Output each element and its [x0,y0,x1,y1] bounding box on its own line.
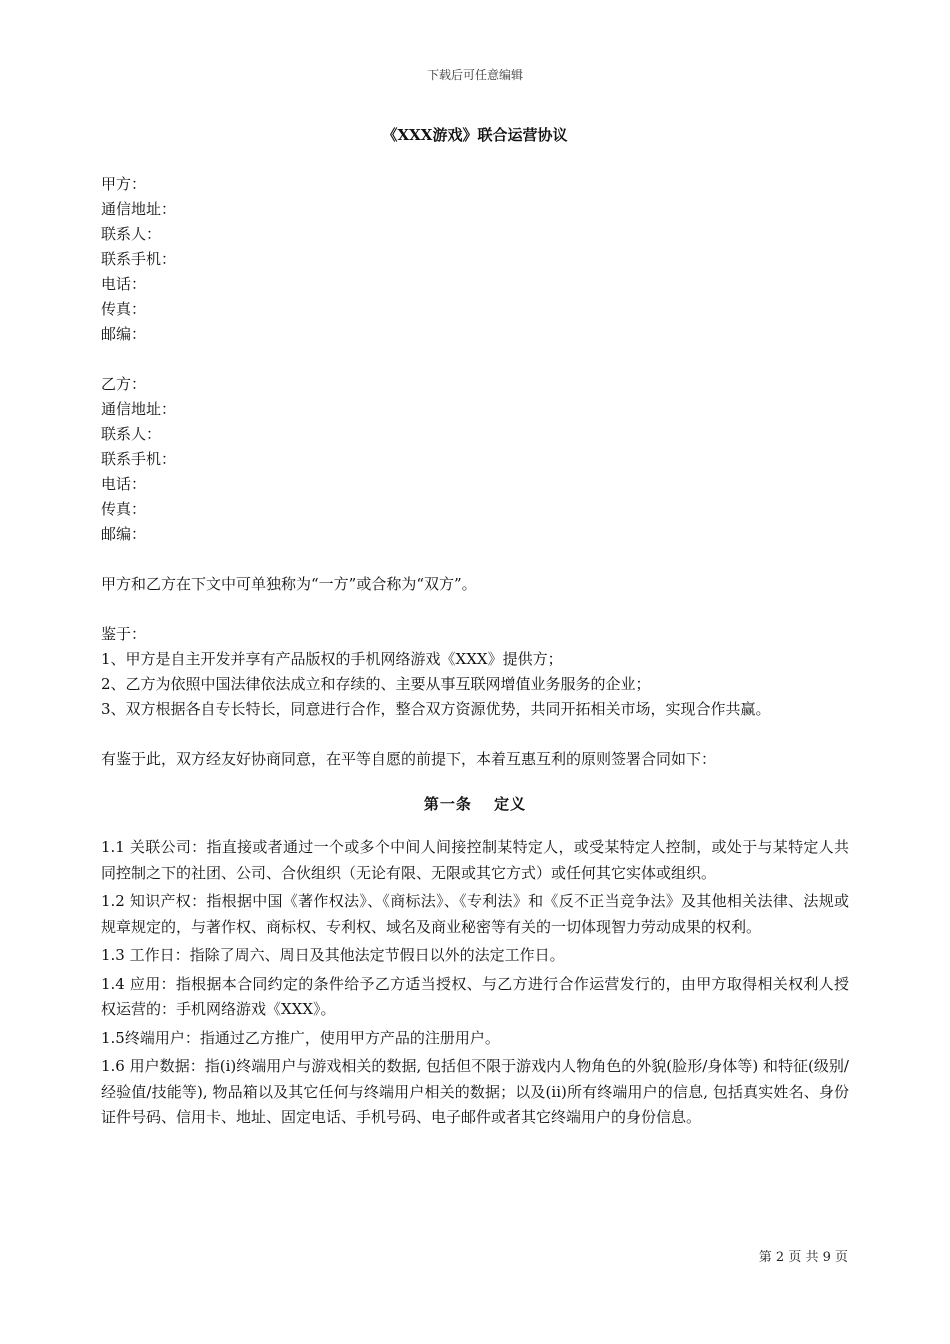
whereas-block [101,622,849,722]
party-b-name-label: 乙方： [101,375,147,393]
party-a-postcode-label: 邮编： [101,325,147,343]
definition-clause: 1.6 用户数据：指(i)终端用户与游戏相关的数据, 包括但不限于游戏内人物角色的外貌(脸形/身体等) 和特征(级别/经验值/技能等), 物品箱以及其它任何与终端用户相关的数据；以及(ii)所有终端用户的信息, 包括真实姓名、身份证件号码、信用卡、地址、固定电话、手机号码、电子邮件或者其它终端用户的身份信息。 [101,1057,849,1126]
document-body [101,172,849,1134]
party-a-phone-label: 电话： [101,275,147,293]
header-note: 下载后可任意编辑 [426,68,523,82]
party-b-phone-label: 电话： [101,475,147,493]
whereas-item: 1、甲方是自主开发并享有产品版权的手机网络游戏《XXX》提供方； [101,650,563,668]
party-a-contact-label: 联系人： [101,225,162,243]
party-b-mobile-label: 联系手机： [101,450,177,468]
party-b-contact-label: 联系人： [101,425,162,443]
spacer [101,597,849,622]
party-a-fax-label: 传真： [101,300,147,318]
section-heading: 第一条 定义 [423,795,527,813]
party-a-block [101,172,849,347]
party-b-block [101,372,849,547]
definitions-list [101,835,849,1131]
whereas-item: 3、双方根据各自专长特长，同意进行合作，整合双方资源优势，共同开拓相关市场，实现合作共赢。 [101,700,771,718]
definition-clause: 1.1 关联公司：指直接或者通过一个或多个中间人间接控制某特定人，或受某特定人控制，或处于与某特定人共同控制之下的社团、公司、合伙组织（无论有限、无限或其它方式）或任何其它实体或组织。 [101,838,849,882]
spacer [101,347,849,372]
party-b-postcode-label: 邮编： [101,525,147,543]
definition-clause: 1.3 工作日：指除了周六、周日及其他法定节假日以外的法定工作日。 [101,946,565,964]
party-a-mobile-label: 联系手机： [101,250,177,268]
naming-clause: 甲方和乙方在下文中可单独称为“一方”或合称为“双方”。 [101,575,477,593]
party-b-fax-label: 传真： [101,500,147,518]
party-b-address-label: 通信地址： [101,400,177,418]
spacer [101,722,849,747]
definition-clause: 1.4 应用：指根据本合同约定的条件给予乙方适当授权、与乙方进行合作运营发行的，由甲方取得相关权利人授权运营的：手机网络游戏《XXX》。 [101,974,849,1018]
definition-clause: 1.2 知识产权：指根据中国《著作权法》、《商标法》、《专利法》和《反不正当竞争法》及其他相关法律、法规或规章规定的，与著作权、商标权、专利权、域名及商业秘密等有关的一切体现智力劳动成果的权利。 [101,892,849,936]
whereas-item: 2、乙方为依照中国法律依法成立和存续的、主要从事互联网增值业务服务的企业； [101,675,651,693]
whereas-label: 鉴于： [101,625,147,643]
party-a-name-label: 甲方： [101,175,147,193]
party-a-address-label: 通信地址： [101,200,177,218]
page-number: 第 2 页 共 9 页 [758,1250,848,1265]
spacer [101,547,849,572]
agreement-intro: 有鉴于此，双方经友好协商同意，在平等自愿的前提下，本着互惠互利的原则签署合同如下： [101,750,717,768]
definition-clause: 1.5终端用户：指通过乙方推广，使用甲方产品的注册用户。 [101,1028,500,1047]
document-title: 《XXX游戏》联合运营协议 [382,126,568,144]
